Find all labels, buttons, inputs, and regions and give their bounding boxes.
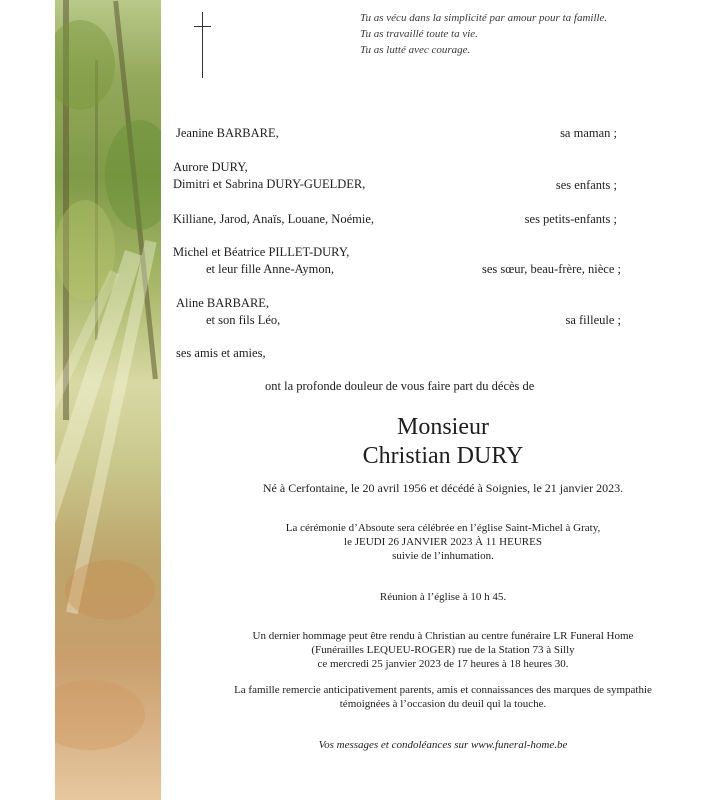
family-name: Aline BARBARE, [176,296,270,310]
forest-photo-strip [55,0,161,800]
family-name: et leur fille Anne-Aymon, [206,262,334,276]
announcement-text: ont la profonde douleur de vous faire part du décès de [265,379,535,393]
condolences-text: Vos messages et condoléances sur www.funeral-home.be [318,739,568,751]
thanks-line-2: témoignées à l’occasion du deuil qui la touche. [339,698,547,710]
birth-death-dates: Né à Cerfontaine, le 20 avril 1956 et décédé à Soignies, le 21 janvier 2023. [262,481,624,495]
family-relation: sa filleule ; [565,313,621,327]
tribute-line-2: (Funérailles LEQUEU-ROGER) rue de la Station 73 à Silly [311,644,575,656]
ceremony-line-3: suivie de l’inhumation. [392,550,494,562]
family-relation: sa maman ; [560,126,617,140]
tribute-line-1: Un dernier hommage peut être rendu à Christian au centre funéraire LR Funeral Home [252,630,634,642]
family-name: Michel et Béatrice PILLET-DURY, [173,245,350,259]
ceremony-line-1: La cérémonie d’Absoute sera célébrée en l’église Saint-Michel à Graty, [285,522,601,534]
thanks-line-1: La famille remercie anticipativement parents, amis et connaissances des marques de sympathie [234,684,652,696]
family-relation: ses sœur, beau-frère, nièce ; [481,262,621,276]
family-name: Jeanine BARBARE, [176,126,279,140]
deceased-title: Monsieur [397,414,489,440]
family-relation: ses petits-enfants ; [524,212,617,226]
quote-line-2: Tu as travaillé toute ta vie. [360,28,478,40]
deceased-name: Christian DURY [362,443,524,469]
family-name: Dimitri et Sabrina DURY-GUELDER, [173,177,366,191]
tribute-line-3: ce mercredi 25 janvier 2023 de 17 heures à 18 heures 30. [317,658,569,670]
family-name: Killiane, Jarod, Anaïs, Louane, Noémie, [173,212,374,226]
quote-line-3: Tu as lutté avec courage. [360,44,471,56]
ceremony-line-2: le JEUDI 26 JANVIER 2023 À 11 HEURES [344,536,542,548]
quote-line-1: Tu as vécu dans la simplicité par amour pour ta famille. [360,12,608,24]
family-name: Aurore DURY, [173,160,248,174]
family-relation: ses enfants ; [555,178,617,192]
family-name: et son fils Léo, [206,313,281,327]
meeting-text: Réunion à l’église à 10 h 45. [379,591,507,603]
family-name: ses amis et amies, [176,346,266,360]
